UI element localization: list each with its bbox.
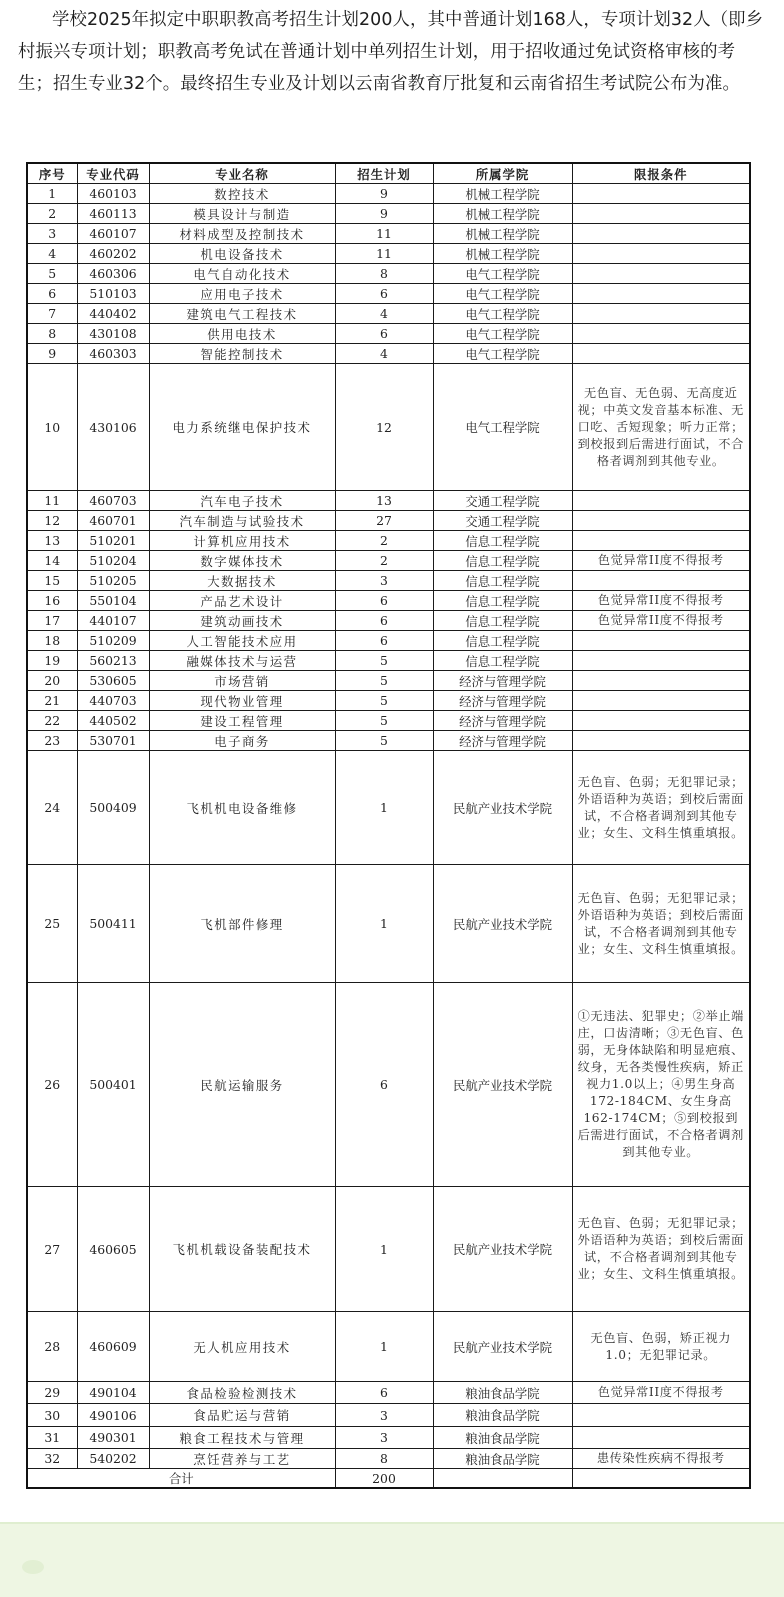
- row-code: 510103: [77, 284, 149, 304]
- row-no: 12: [27, 511, 77, 531]
- row-no: 20: [27, 671, 77, 691]
- row-college: 经济与管理学院: [433, 691, 572, 711]
- row-college: 信息工程学院: [433, 631, 572, 651]
- row-plan: 6: [335, 631, 433, 651]
- row-conditions: [572, 344, 750, 364]
- row-major-name: 无人机应用技术: [149, 1312, 335, 1382]
- row-code: 490104: [77, 1382, 149, 1404]
- row-no: 25: [27, 865, 77, 983]
- row-code: 460703: [77, 491, 149, 511]
- row-college: 粮油食品学院: [433, 1427, 572, 1449]
- table-row: [27, 631, 750, 651]
- row-conditions: [572, 711, 750, 731]
- row-no: 24: [27, 751, 77, 865]
- row-plan: 8: [335, 1449, 433, 1469]
- table-row: [27, 244, 750, 264]
- row-college: 信息工程学院: [433, 611, 572, 631]
- row-conditions: [572, 511, 750, 531]
- row-plan: 12: [335, 364, 433, 491]
- row-plan: 13: [335, 491, 433, 511]
- row-major-name: 电气自动化技术: [149, 264, 335, 284]
- row-conditions: 无色盲、色弱；无犯罪记录；外语语种为英语；到校后需面试，不合格者调剂到其他专业；女生、文科生慎重填报。: [572, 751, 750, 865]
- table-row: [27, 983, 750, 1187]
- row-plan: 4: [335, 304, 433, 324]
- row-code: 440502: [77, 711, 149, 731]
- row-code: 550104: [77, 591, 149, 611]
- table-row: [27, 491, 750, 511]
- row-plan: 5: [335, 651, 433, 671]
- row-conditions: [572, 491, 750, 511]
- row-major-name: 电子商务: [149, 731, 335, 751]
- row-code: 460103: [77, 184, 149, 204]
- row-college: 信息工程学院: [433, 571, 572, 591]
- row-plan: 9: [335, 204, 433, 224]
- row-college: 电气工程学院: [433, 284, 572, 304]
- row-college: 民航产业技术学院: [433, 983, 572, 1187]
- row-major-name: 产品艺术设计: [149, 591, 335, 611]
- row-conditions: 色觉异常II度不得报考: [572, 551, 750, 571]
- row-major-name: 建筑电气工程技术: [149, 304, 335, 324]
- row-major-name: 材料成型及控制技术: [149, 224, 335, 244]
- table-row: [27, 304, 750, 324]
- row-no: 2: [27, 204, 77, 224]
- table-row: [27, 691, 750, 711]
- row-major-name: 建筑动画技术: [149, 611, 335, 631]
- total-empty-cond: [572, 1469, 750, 1489]
- row-college: 信息工程学院: [433, 651, 572, 671]
- row-conditions: [572, 571, 750, 591]
- row-code: 460605: [77, 1187, 149, 1312]
- header-no: 序号: [27, 163, 77, 184]
- row-plan: 1: [335, 751, 433, 865]
- row-plan: 1: [335, 865, 433, 983]
- header-code: 专业代码: [77, 163, 149, 184]
- row-no: 13: [27, 531, 77, 551]
- table-header-row: [27, 163, 750, 184]
- row-college: 粮油食品学院: [433, 1404, 572, 1427]
- row-major-name: 建设工程管理: [149, 711, 335, 731]
- row-code: 460107: [77, 224, 149, 244]
- row-college: 信息工程学院: [433, 591, 572, 611]
- row-conditions: 无色盲、无色弱、无高度近视；中英文发音基本标准、无口吃、舌短现象；听力正常；到校报到后需进行面试，不合格者调剂到其他专业。: [572, 364, 750, 491]
- row-college: 民航产业技术学院: [433, 751, 572, 865]
- row-code: 430106: [77, 364, 149, 491]
- row-major-name: 食品贮运与营销: [149, 1404, 335, 1427]
- table-row: [27, 591, 750, 611]
- row-conditions: [572, 1427, 750, 1449]
- row-code: 530605: [77, 671, 149, 691]
- row-no: 19: [27, 651, 77, 671]
- row-no: 32: [27, 1449, 77, 1469]
- table-row: [27, 204, 750, 224]
- header-college: 所属学院: [433, 163, 572, 184]
- row-college: 经济与管理学院: [433, 671, 572, 691]
- row-major-name: 智能控制技术: [149, 344, 335, 364]
- row-conditions: [572, 651, 750, 671]
- row-major-name: 融媒体技术与运营: [149, 651, 335, 671]
- row-college: 机械工程学院: [433, 204, 572, 224]
- row-code: 500411: [77, 865, 149, 983]
- table-row: [27, 1404, 750, 1427]
- row-major-name: 民航运输服务: [149, 983, 335, 1187]
- row-plan: 6: [335, 324, 433, 344]
- row-no: 21: [27, 691, 77, 711]
- row-code: 510201: [77, 531, 149, 551]
- row-code: 500409: [77, 751, 149, 865]
- row-no: 14: [27, 551, 77, 571]
- row-college: 民航产业技术学院: [433, 865, 572, 983]
- row-code: 510205: [77, 571, 149, 591]
- table-row: [27, 865, 750, 983]
- row-no: 27: [27, 1187, 77, 1312]
- row-no: 8: [27, 324, 77, 344]
- table-row: [27, 611, 750, 631]
- row-no: 17: [27, 611, 77, 631]
- row-major-name: 现代物业管理: [149, 691, 335, 711]
- row-college: 电气工程学院: [433, 364, 572, 491]
- enrollment-plan-table: [26, 162, 751, 1489]
- row-conditions: [572, 244, 750, 264]
- row-college: 粮油食品学院: [433, 1449, 572, 1469]
- row-plan: 3: [335, 1427, 433, 1449]
- row-conditions: 色觉异常II度不得报考: [572, 1382, 750, 1404]
- row-college: 交通工程学院: [433, 491, 572, 511]
- row-code: 440107: [77, 611, 149, 631]
- row-college: 机械工程学院: [433, 224, 572, 244]
- table-row: [27, 1382, 750, 1404]
- row-conditions: 无色盲、色弱，矫正视力1.0；无犯罪记录。: [572, 1312, 750, 1382]
- table-row: [27, 551, 750, 571]
- table-row: [27, 364, 750, 491]
- row-conditions: 无色盲、色弱；无犯罪记录；外语语种为英语；到校后需面试，不合格者调剂到其他专业；女生、文科生慎重填报。: [572, 865, 750, 983]
- row-conditions: ①无违法、犯罪史；②举止端庄，口齿清晰；③无色盲、色弱，无身体缺陷和明显疤痕、纹身，无各类慢性疾病，矫正视力1.0以上；④男生身高172-184CM、女生身高162-174CM；⑤到校报到后需进行面试，不合格者调剂到其他专业。: [572, 983, 750, 1187]
- row-conditions: [572, 691, 750, 711]
- table-row: [27, 344, 750, 364]
- table-row: [27, 1449, 750, 1469]
- row-plan: 3: [335, 571, 433, 591]
- row-major-name: 烹饪营养与工艺: [149, 1449, 335, 1469]
- row-college: 粮油食品学院: [433, 1382, 572, 1404]
- row-no: 23: [27, 731, 77, 751]
- row-college: 经济与管理学院: [433, 711, 572, 731]
- row-major-name: 粮食工程技术与管理: [149, 1427, 335, 1449]
- total-row: [27, 1469, 750, 1489]
- row-major-name: 模具设计与制造: [149, 204, 335, 224]
- row-conditions: 无色盲、色弱；无犯罪记录；外语语种为英语；到校后需面试，不合格者调剂到其他专业；女生、文科生慎重填报。: [572, 1187, 750, 1312]
- table-row: [27, 731, 750, 751]
- total-label: 合计: [27, 1469, 335, 1489]
- row-plan: 1: [335, 1187, 433, 1312]
- row-conditions: [572, 224, 750, 244]
- table-row: [27, 284, 750, 304]
- row-code: 530701: [77, 731, 149, 751]
- row-major-name: 应用电子技术: [149, 284, 335, 304]
- row-code: 440703: [77, 691, 149, 711]
- row-plan: 6: [335, 591, 433, 611]
- table-row: [27, 1312, 750, 1382]
- row-plan: 6: [335, 284, 433, 304]
- row-no: 11: [27, 491, 77, 511]
- row-conditions: [572, 531, 750, 551]
- row-college: 电气工程学院: [433, 344, 572, 364]
- row-plan: 11: [335, 224, 433, 244]
- row-plan: 6: [335, 611, 433, 631]
- row-major-name: 市场营销: [149, 671, 335, 691]
- row-code: 540202: [77, 1449, 149, 1469]
- row-plan: 5: [335, 671, 433, 691]
- row-no: 9: [27, 344, 77, 364]
- row-no: 10: [27, 364, 77, 491]
- table-row: [27, 651, 750, 671]
- row-plan: 6: [335, 983, 433, 1187]
- row-no: 4: [27, 244, 77, 264]
- row-no: 15: [27, 571, 77, 591]
- row-plan: 5: [335, 731, 433, 751]
- table-row: [27, 1187, 750, 1312]
- footer-decoration: [0, 1522, 784, 1597]
- row-major-name: 食品检验检测技术: [149, 1382, 335, 1404]
- row-code: 490106: [77, 1404, 149, 1427]
- footer-divider: [0, 1522, 784, 1524]
- row-college: 交通工程学院: [433, 511, 572, 531]
- row-plan: 1: [335, 1312, 433, 1382]
- row-no: 26: [27, 983, 77, 1187]
- row-conditions: [572, 304, 750, 324]
- row-no: 7: [27, 304, 77, 324]
- row-major-name: 飞机机电设备维修: [149, 751, 335, 865]
- row-college: 电气工程学院: [433, 304, 572, 324]
- row-major-name: 机电设备技术: [149, 244, 335, 264]
- row-college: 电气工程学院: [433, 264, 572, 284]
- row-code: 460113: [77, 204, 149, 224]
- row-major-name: 数控技术: [149, 184, 335, 204]
- row-conditions: 色觉异常II度不得报考: [572, 611, 750, 631]
- row-plan: 5: [335, 711, 433, 731]
- header-name: 专业名称: [149, 163, 335, 184]
- row-code: 460701: [77, 511, 149, 531]
- row-no: 22: [27, 711, 77, 731]
- row-code: 460609: [77, 1312, 149, 1382]
- row-code: 460306: [77, 264, 149, 284]
- row-no: 6: [27, 284, 77, 304]
- table-row: [27, 571, 750, 591]
- table-row: [27, 324, 750, 344]
- row-no: 18: [27, 631, 77, 651]
- row-no: 28: [27, 1312, 77, 1382]
- row-college: 机械工程学院: [433, 184, 572, 204]
- table-row: [27, 531, 750, 551]
- table-row: [27, 511, 750, 531]
- row-major-name: 汽车制造与试验技术: [149, 511, 335, 531]
- row-code: 560213: [77, 651, 149, 671]
- row-conditions: [572, 731, 750, 751]
- row-plan: 2: [335, 531, 433, 551]
- row-no: 3: [27, 224, 77, 244]
- row-major-name: 数字媒体技术: [149, 551, 335, 571]
- header-plan: 招生计划: [335, 163, 433, 184]
- table-row: [27, 671, 750, 691]
- intro-paragraph: 学校2025年拟定中职职教高考招生计划200人，其中普通计划168人，专项计划32人（即乡村振兴专项计划；职教高考免试在普通计划中单列招生计划，用于招收通过免试资格审核的考生；招生专业32个。最终招生专业及计划以云南省教育厅批复和云南省招生考试院公布为准。: [18, 10, 764, 94]
- row-code: 460303: [77, 344, 149, 364]
- row-no: 1: [27, 184, 77, 204]
- row-conditions: [572, 264, 750, 284]
- row-code: 440402: [77, 304, 149, 324]
- row-code: 430108: [77, 324, 149, 344]
- row-college: 信息工程学院: [433, 531, 572, 551]
- table-body: [27, 184, 750, 1469]
- header-conditions: 限报条件: [572, 163, 750, 184]
- row-conditions: 患传染性疾病不得报考: [572, 1449, 750, 1469]
- row-code: 460202: [77, 244, 149, 264]
- row-college: 机械工程学院: [433, 244, 572, 264]
- row-college: 电气工程学院: [433, 324, 572, 344]
- row-plan: 6: [335, 1382, 433, 1404]
- row-code: 510209: [77, 631, 149, 651]
- row-college: 民航产业技术学院: [433, 1187, 572, 1312]
- row-code: 490301: [77, 1427, 149, 1449]
- total-value: 200: [335, 1469, 433, 1489]
- table-row: [27, 184, 750, 204]
- row-plan: 11: [335, 244, 433, 264]
- row-plan: 4: [335, 344, 433, 364]
- row-plan: 27: [335, 511, 433, 531]
- row-no: 5: [27, 264, 77, 284]
- row-plan: 2: [335, 551, 433, 571]
- row-conditions: [572, 284, 750, 304]
- row-major-name: 飞机部件修理: [149, 865, 335, 983]
- row-conditions: [572, 184, 750, 204]
- row-no: 30: [27, 1404, 77, 1427]
- row-major-name: 供用电技术: [149, 324, 335, 344]
- row-no: 16: [27, 591, 77, 611]
- row-plan: 5: [335, 691, 433, 711]
- total-empty-college: [433, 1469, 572, 1489]
- row-major-name: 人工智能技术应用: [149, 631, 335, 651]
- row-college: 经济与管理学院: [433, 731, 572, 751]
- row-conditions: [572, 671, 750, 691]
- row-college: 民航产业技术学院: [433, 1312, 572, 1382]
- row-major-name: 大数据技术: [149, 571, 335, 591]
- row-no: 29: [27, 1382, 77, 1404]
- row-conditions: [572, 631, 750, 651]
- row-plan: 3: [335, 1404, 433, 1427]
- table-row: [27, 224, 750, 244]
- row-college: 信息工程学院: [433, 551, 572, 571]
- row-major-name: 汽车电子技术: [149, 491, 335, 511]
- row-major-name: 电力系统继电保护技术: [149, 364, 335, 491]
- row-code: 510204: [77, 551, 149, 571]
- table-row: [27, 751, 750, 865]
- row-plan: 8: [335, 264, 433, 284]
- row-plan: 9: [335, 184, 433, 204]
- row-no: 31: [27, 1427, 77, 1449]
- row-conditions: [572, 324, 750, 344]
- row-major-name: 计算机应用技术: [149, 531, 335, 551]
- table-row: [27, 1427, 750, 1449]
- row-conditions: 色觉异常II度不得报考: [572, 591, 750, 611]
- row-code: 500401: [77, 983, 149, 1187]
- table-row: [27, 264, 750, 284]
- table-row: [27, 711, 750, 731]
- leaf-icon: [22, 1560, 44, 1574]
- row-major-name: 飞机机载设备装配技术: [149, 1187, 335, 1312]
- row-conditions: [572, 1404, 750, 1427]
- row-conditions: [572, 204, 750, 224]
